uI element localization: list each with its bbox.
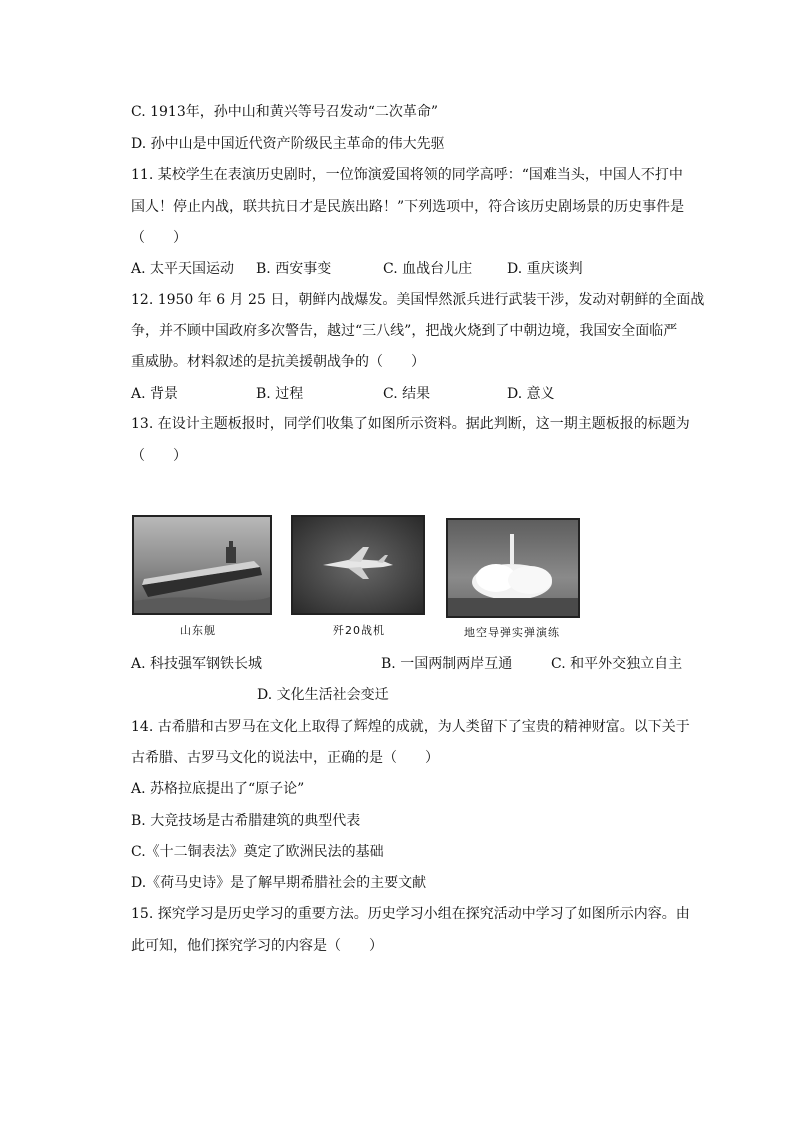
figure-caption-carrier: 山东舰 (180, 624, 216, 637)
q10-option-d: D. 孙中山是中国近代资产阶级民主革命的伟大先驱 (131, 136, 445, 152)
q13-stem-line1: 13. 在设计主题板报时，同学们收集了如图所示资料。据此判断，这一期主题板报的标题为 (131, 416, 690, 432)
q11-stem-paren: （ ） (131, 230, 187, 246)
q14-option-a[interactable]: A. 苏格拉底提出了“原子论” (131, 781, 305, 797)
q12-option-a[interactable]: A. 背景 (131, 386, 179, 402)
q11-stem-line2: 国人！停止内战，联共抗日才是民族出路！”下列选项中，符合该历史剧场景的历史事件是 (131, 199, 685, 215)
missile-smoke-icon (448, 520, 578, 616)
q12-option-b[interactable]: B. 过程 (256, 386, 304, 402)
aircraft-carrier-icon (134, 517, 270, 613)
q15-stem-line2: 此可知，他们探究学习的内容是（ ） (131, 938, 383, 954)
q13-option-a[interactable]: A. 科技强军钢铁长城 (131, 656, 263, 672)
figure-caption-missile: 地空导弹实弹演练 (464, 626, 560, 639)
q10-option-c: C. 1913年，孙中山和黄兴等号召发动“二次革命” (131, 104, 439, 120)
q13-option-c[interactable]: C. 和平外交独立自主 (551, 656, 683, 672)
q14-stem-line1: 14. 古希腊和古罗马在文化上取得了辉煌的成就，为人类留下了宝贵的精神财富。以下关于 (131, 719, 690, 735)
q12-option-d[interactable]: D. 意义 (507, 386, 555, 402)
q11-option-a[interactable]: A. 太平天国运动 (131, 261, 235, 277)
q14-option-d[interactable]: D.《荷马史诗》是了解早期希腊社会的主要文献 (131, 875, 427, 891)
q13-stem-paren: （ ） (131, 448, 187, 464)
q13-option-b[interactable]: B. 一国两制两岸互通 (381, 656, 513, 672)
q12-option-c[interactable]: C. 结果 (383, 386, 431, 402)
figure-caption-fighter: 歼20战机 (333, 624, 385, 637)
q11-option-c[interactable]: C. 血战台儿庄 (383, 261, 473, 277)
q11-stem-line1: 11. 某校学生在表演历史剧时，一位饰演爱国将领的同学高呼：“国难当头，中国人不打中 (131, 167, 683, 183)
fighter-jet-icon (293, 517, 423, 613)
q12-stem-line2: 争，并不顾中国政府多次警告，越过“三八线”，把战火烧到了中朝边境，我国安全面临严 (131, 323, 678, 339)
q11-option-d[interactable]: D. 重庆谈判 (507, 261, 583, 277)
q14-stem-line2: 古希腊、古罗马文化的说法中，正确的是（ ） (131, 750, 439, 766)
q14-option-c[interactable]: C.《十二铜表法》奠定了欧洲民法的基础 (131, 844, 384, 860)
q15-stem-line1: 15. 探究学习是历史学习的重要方法。历史学习小组在探究活动中学习了如图所示内容。由 (131, 906, 690, 922)
aircraft-carrier-photo (132, 515, 272, 615)
q12-stem-line1: 12. 1950 年 6 月 25 日，朝鲜内战爆发。美国悍然派兵进行武装干涉，发动对朝鲜的全面战 (131, 292, 705, 308)
q13-option-d[interactable]: D. 文化生活社会变迁 (257, 687, 389, 703)
q12-stem-line3: 重威胁。材料叙述的是抗美援朝战争的（ ） (131, 354, 425, 370)
q14-option-b[interactable]: B. 大竞技场是古希腊建筑的典型代表 (131, 813, 361, 829)
fighter-jet-photo (291, 515, 425, 615)
q11-option-b[interactable]: B. 西安事变 (256, 261, 332, 277)
missile-launch-photo (446, 518, 580, 618)
